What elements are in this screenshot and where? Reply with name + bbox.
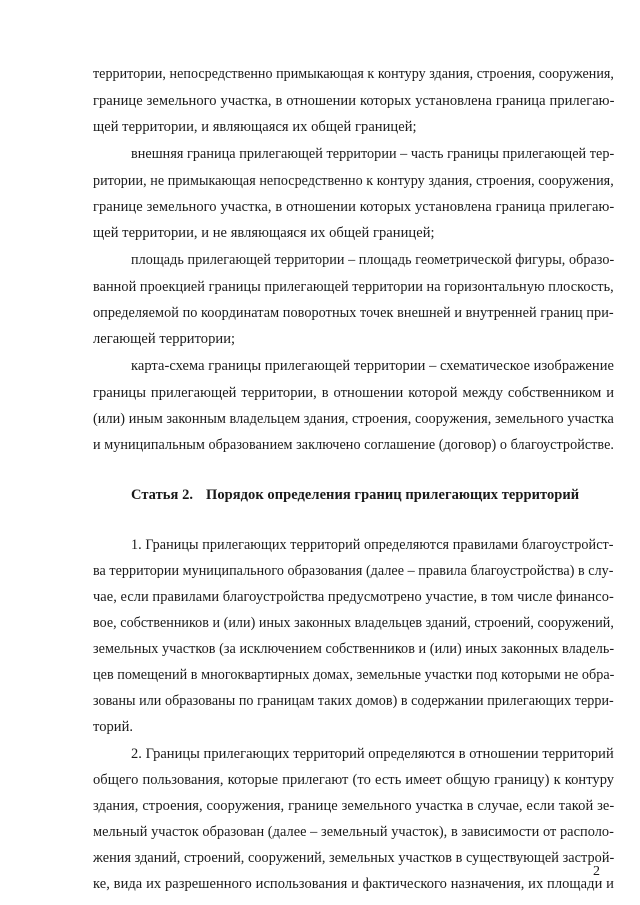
text-line: 2. Границы прилегающих территорий определяются в отношении территорий <box>131 746 614 762</box>
text-line: территории, непосредственно примыкающая к контуру здания, строения, сооружения, <box>93 66 614 82</box>
text-line: жения зданий, строений, сооружений, земельных участков в существующей застрой- <box>93 850 615 866</box>
text-line: ванной проекцией границы прилегающей территории на горизонтальную плоскость, <box>93 279 614 295</box>
text-line: цев помещений в многоквартирных домах, земельные участки под которыми не обра- <box>93 667 615 683</box>
article-title: Порядок определения границ прилегающих территорий <box>206 487 580 503</box>
text-line: щей территории, и являющаяся их общей границей; <box>93 119 417 135</box>
text-line: площадь прилегающей территории – площадь геометрической фигуры, образо- <box>131 252 615 268</box>
text-line: определяемой по координатам поворотных точек внешней и внутренней границ при- <box>93 305 614 321</box>
article-number: Статья 2. <box>131 487 194 503</box>
text-line: мельный участок образован (далее – земельный участок), в зависимости от располо- <box>93 824 614 840</box>
text-line: вое, собственников и (или) иных законных владельцев зданий, строений, сооружений, <box>93 615 614 631</box>
text-line: 1. Границы прилегающих территорий определяются правилами благоустройст- <box>131 537 614 553</box>
text-line: здания, строения, сооружения, границе земельного участка в случае, если такой зе- <box>93 798 615 814</box>
text-line: чае, если правилами благоустройства предусмотрено участие, в том числе финансо- <box>93 589 614 605</box>
text-line: общего пользования, которые прилегают (то есть имеет общую границу) к контуру <box>93 772 615 788</box>
text-line: границе земельного участка, в отношении которых установлена граница прилегаю- <box>93 93 615 109</box>
text-line: зованы или образованы по границам таких домов) в содержании прилегающих терри- <box>93 693 614 709</box>
text-line: внешняя граница прилегающей территории – часть границы прилегающей тер- <box>131 146 615 162</box>
text-line: карта-схема границы прилегающей территории – схематическое изображение <box>131 358 614 374</box>
text-line: границы прилегающей территории, в отношении которой между собственником и <box>93 385 615 401</box>
text-line: (или) иным законным владельцем здания, строения, сооружения, земельного участка <box>93 411 614 427</box>
text-line: ритории, не примыкающая непосредственно к контуру здания, строения, сооружения, <box>93 173 614 189</box>
text-line: щей территории, и не являющаяся их общей границей; <box>93 225 435 241</box>
page-number: 2 <box>593 864 600 879</box>
text-line: ке, вида их разрешенного использования и фактического назначения, их площади и <box>93 876 614 892</box>
text-line: торий. <box>93 719 134 735</box>
text-line: земельных участков (за исключением собственников и (или) иных законных владель- <box>93 641 615 657</box>
text-line: и муниципальным образованием заключено соглашение (договор) о благоустройстве. <box>93 437 615 453</box>
text-line: легающей территории; <box>93 331 236 347</box>
text-line: ва территории муниципального образования (далее – правила благоустройства) в слу- <box>93 563 614 579</box>
text-line: границе земельного участка, в отношении которых установлена граница прилегаю- <box>93 199 615 215</box>
